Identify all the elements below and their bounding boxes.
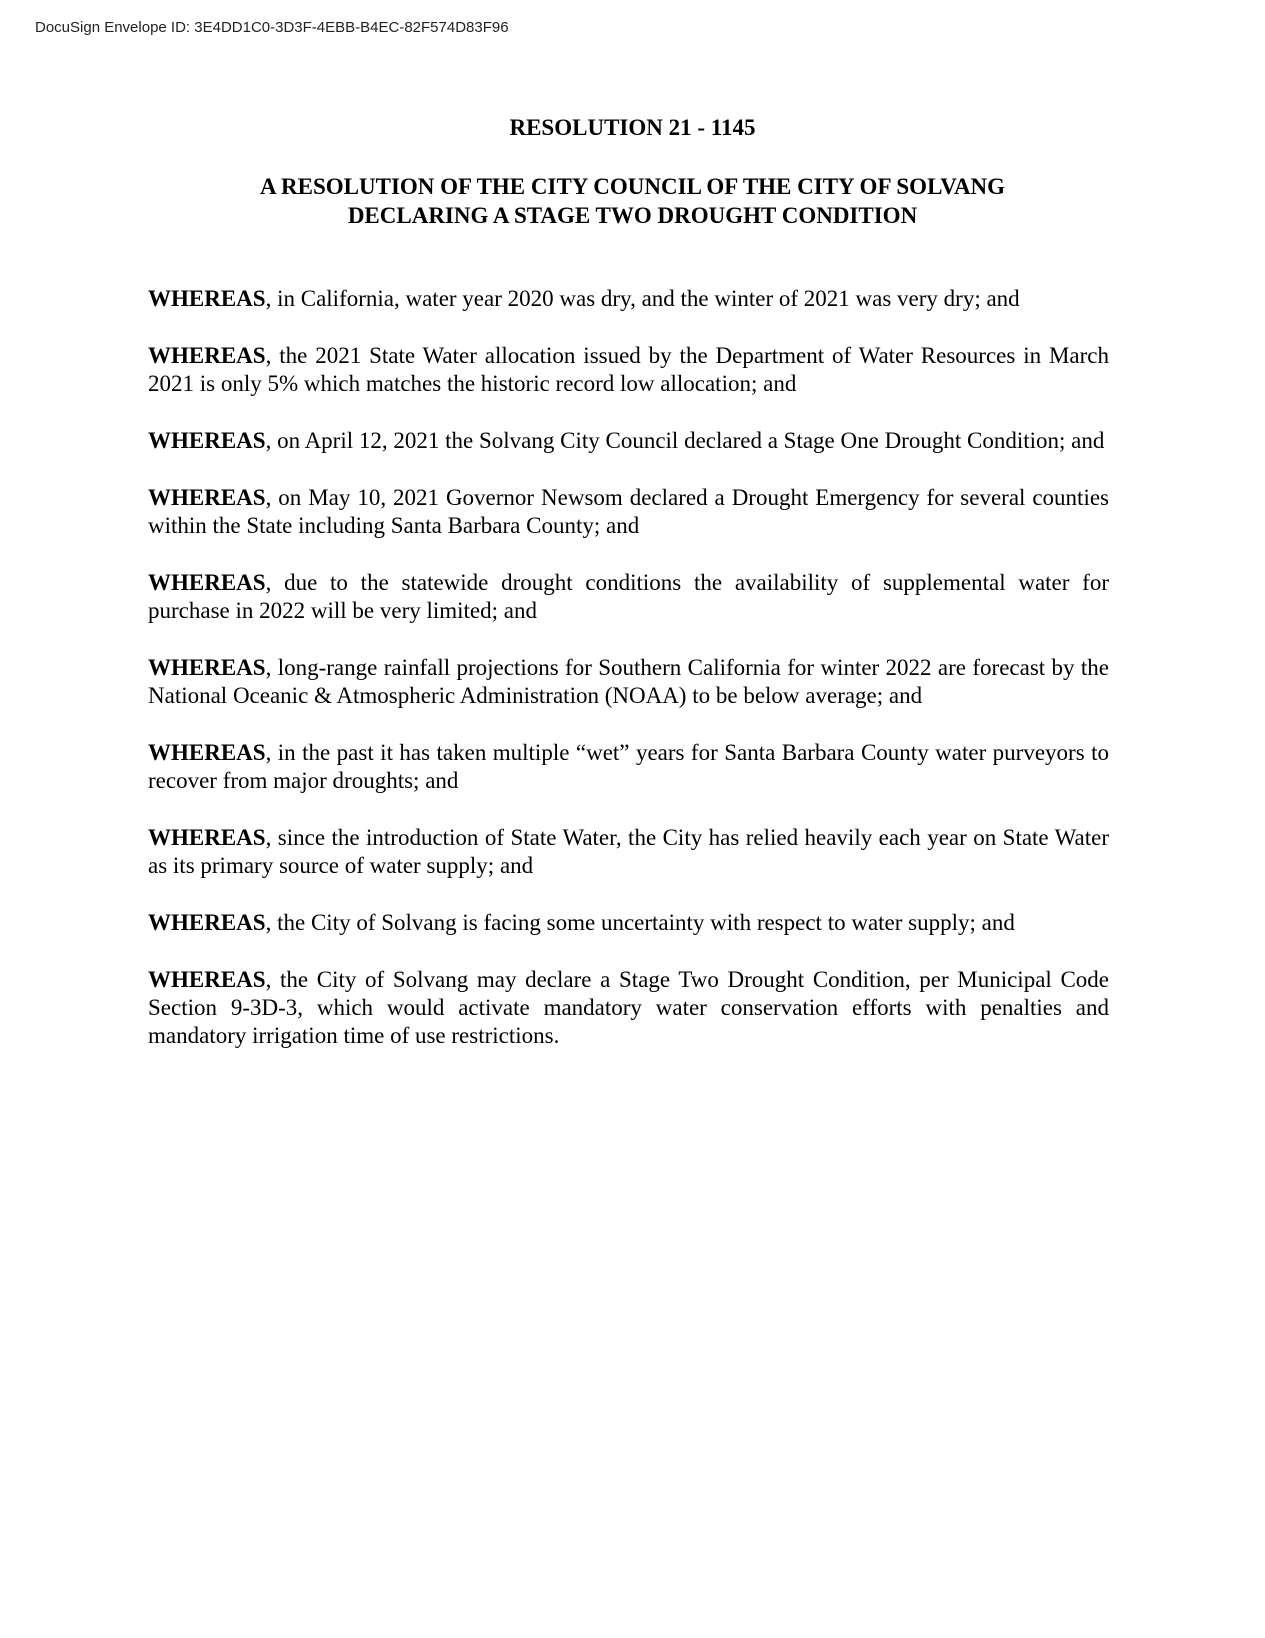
- whereas-text: , on April 12, 2021 the Solvang City Council declared a Stage One Drought Condition; and: [265, 428, 1105, 453]
- whereas-keyword: WHEREAS: [148, 570, 266, 595]
- whereas-keyword: WHEREAS: [148, 910, 266, 935]
- whereas-text: , since the introduction of State Water, the City has relied heavily each year on State Water as its primary source of water supply; and: [148, 825, 1109, 878]
- resolution-title: RESOLUTION 21 - 1145: [509, 115, 756, 140]
- whereas-paragraph-7: [148, 739, 1109, 795]
- whereas-keyword: WHEREAS: [148, 286, 266, 311]
- whereas-keyword: WHEREAS: [148, 428, 266, 453]
- whereas-paragraph-8: [148, 824, 1109, 880]
- whereas-paragraph-9: [148, 909, 1109, 937]
- whereas-keyword: WHEREAS: [148, 825, 266, 850]
- whereas-keyword: WHEREAS: [148, 343, 266, 368]
- whereas-keyword: WHEREAS: [148, 967, 266, 992]
- whereas-text: , the City of Solvang may declare a Stage Two Drought Condition, per Municipal Code Section 9-3D-3, which would activate mandatory water conservation efforts with penalties and mandatory irrigation time of use restrictions.: [148, 967, 1109, 1048]
- whereas-paragraph-1: [148, 285, 1109, 313]
- whereas-keyword: WHEREAS: [148, 740, 266, 765]
- whereas-paragraph-6: [148, 654, 1109, 710]
- whereas-paragraph-5: [148, 569, 1109, 625]
- whereas-paragraph-4: [148, 484, 1109, 540]
- whereas-keyword: WHEREAS: [148, 655, 266, 680]
- subtitle-line-1: A RESOLUTION OF THE CITY COUNCIL OF THE CITY OF SOLVANG: [259, 174, 1006, 199]
- resolution-subtitle: [0, 172, 1265, 230]
- whereas-keyword: WHEREAS: [148, 485, 266, 510]
- whereas-text: , long-range rainfall projections for Southern California for winter 2022 are forecast by the National Oceanic & Atmospheric Administration (NOAA) to be below average; and: [148, 655, 1109, 708]
- whereas-paragraph-2: [148, 342, 1109, 398]
- whereas-paragraph-10: [148, 966, 1109, 1050]
- whereas-paragraph-3: [148, 427, 1109, 455]
- whereas-text: , in California, water year 2020 was dry, and the winter of 2021 was very dry; and: [265, 286, 1020, 311]
- whereas-text: , the City of Solvang is facing some uncertainty with respect to water supply; and: [265, 910, 1015, 935]
- subtitle-line-2: DECLARING A STAGE TWO DROUGHT CONDITION: [347, 203, 918, 228]
- resolution-body: [148, 285, 1109, 1079]
- whereas-text: , the 2021 State Water allocation issued by the Department of Water Resources in March 2021 is only 5% which matches the historic record low allocation; and: [148, 343, 1109, 396]
- whereas-text: , on May 10, 2021 Governor Newsom declared a Drought Emergency for several counties within the State including Santa Barbara County; and: [148, 485, 1109, 538]
- docusign-envelope-id: DocuSign Envelope ID: 3E4DD1C0-3D3F-4EBB-B4EC-82F574D83F96: [35, 19, 509, 36]
- whereas-text: , due to the statewide drought conditions the availability of supplemental water for purchase in 2022 will be very limited; and: [148, 570, 1109, 623]
- whereas-text: , in the past it has taken multiple “wet” years for Santa Barbara County water purveyors to recover from major droughts; and: [148, 740, 1109, 793]
